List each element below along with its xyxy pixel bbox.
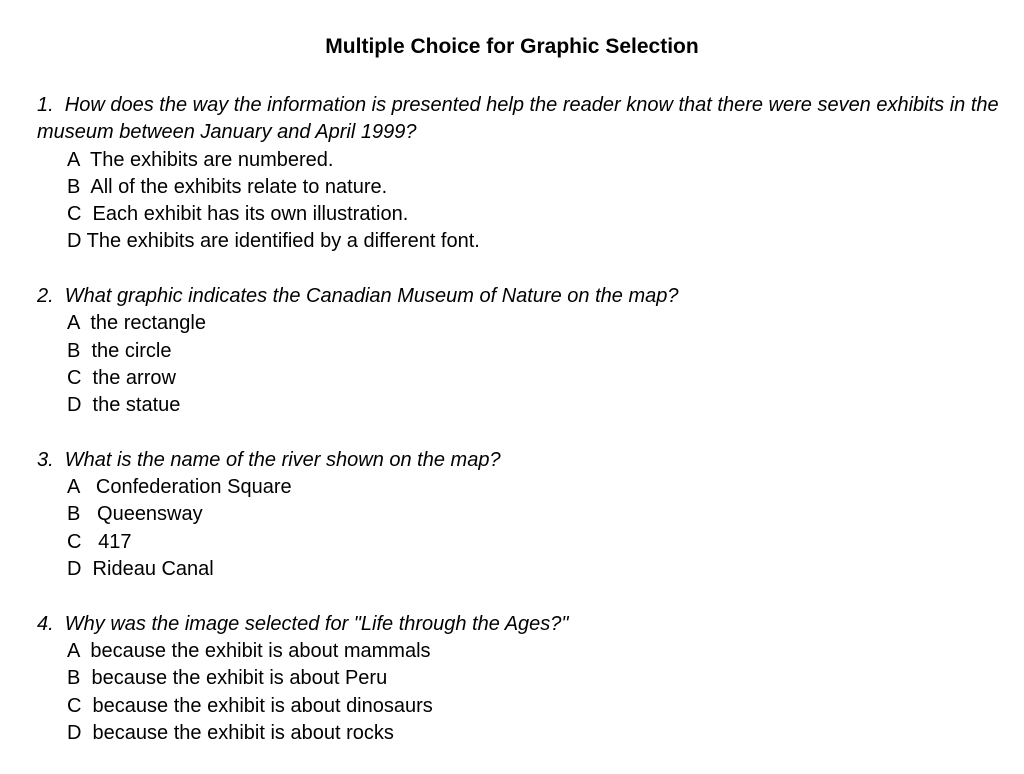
question-3-choice-b: B Queensway: [67, 503, 203, 526]
question-2-choice-b: B the circle: [67, 339, 172, 362]
question-2-choice-d: D the statue: [67, 394, 181, 417]
question-list: [37, 92, 1017, 774]
question-1-choice-b: B All of the exhibits relate to nature.: [67, 175, 388, 198]
question-4-text: 4. Why was the image selected for "Life through the Ages?": [37, 612, 569, 635]
question-1-text: 1. How does the way the information is presented help the reader know that there were seven exhibits in the museum between January and April 1999?: [37, 94, 1005, 144]
question-2: [37, 283, 1017, 419]
question-2-text: 2. What graphic indicates the Canadian Museum of Nature on the map?: [37, 285, 679, 308]
question-3-choice-c: C 417: [67, 530, 132, 553]
question-4: [37, 611, 1017, 747]
question-2-choice-a: A the rectangle: [67, 312, 206, 335]
question-4-choice-b: B because the exhibit is about Peru: [67, 667, 388, 690]
question-4-choice-c: C because the exhibit is about dinosaurs: [67, 694, 433, 717]
page-title: Multiple Choice for Graphic Selection: [325, 35, 699, 58]
question-3-choice-a: A Confederation Square: [67, 476, 292, 499]
question-3: [37, 447, 1017, 583]
question-1-choice-c: C Each exhibit has its own illustration.: [67, 203, 409, 226]
question-4-choice-a: A because the exhibit is about mammals: [67, 639, 431, 662]
question-2-choice-c: C the arrow: [67, 366, 176, 389]
question-1-choice-d: D The exhibits are identified by a different font.: [67, 230, 480, 253]
question-1-choice-a: A The exhibits are numbered.: [67, 148, 334, 171]
question-3-text: 3. What is the name of the river shown on the map?: [37, 448, 501, 471]
question-4-choice-d: D because the exhibit is about rocks: [67, 721, 394, 744]
question-3-choice-d: D Rideau Canal: [67, 558, 214, 581]
question-1: [37, 92, 1017, 256]
